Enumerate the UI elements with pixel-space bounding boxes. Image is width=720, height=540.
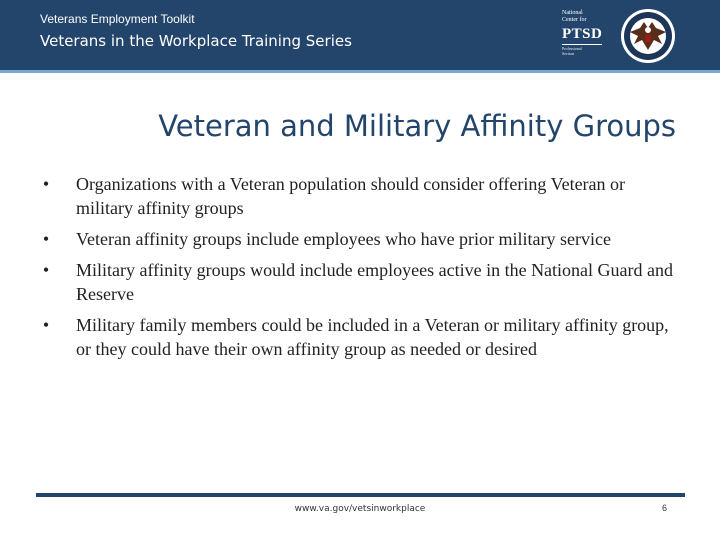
slide-title: Veteran and Military Affinity Groups (158, 109, 676, 144)
bullet-list (36, 172, 676, 368)
ptsd-logo-word: PTSD (562, 26, 603, 42)
footer-url: www.va.gov/vetsinworkplace (294, 504, 426, 514)
toolkit-title: Veterans Employment Toolkit (40, 12, 195, 26)
bullet-text: Military affinity groups would include employees active in the National Guard and Reserve (76, 260, 674, 304)
va-seal-icon (620, 8, 676, 64)
bullet-icon: • (42, 260, 50, 280)
ptsd-logo-line1: National (562, 10, 583, 16)
bullet-icon: • (42, 229, 50, 249)
bullet-item (36, 172, 676, 220)
header-accent-line (0, 70, 720, 73)
bullet-text: Organizations with a Veteran population should consider offering Veteran or military affinity groups (76, 174, 626, 218)
footer-divider (36, 493, 685, 497)
series-title: Veterans in the Workplace Training Series (40, 32, 352, 50)
bullet-item (36, 227, 676, 251)
ptsd-logo-sub1: Professional (562, 46, 582, 51)
bullet-item (36, 313, 676, 361)
bullet-item (36, 258, 676, 306)
ptsd-logo-divider (562, 44, 602, 45)
page-number: 6 (662, 503, 668, 513)
bullet-text: Military family members could be included in a Veteran or military affinity group, or they could have their own affinity group as needed or desired (76, 315, 669, 359)
header-banner (0, 0, 720, 70)
ptsd-logo-sub2: Section (562, 51, 574, 56)
ptsd-logo (562, 10, 612, 62)
ptsd-logo-line2: Center for (562, 17, 587, 23)
bullet-text: Veteran affinity groups include employees who have prior military service (76, 229, 611, 249)
bullet-icon: • (42, 315, 50, 335)
bullet-icon: • (42, 174, 50, 194)
